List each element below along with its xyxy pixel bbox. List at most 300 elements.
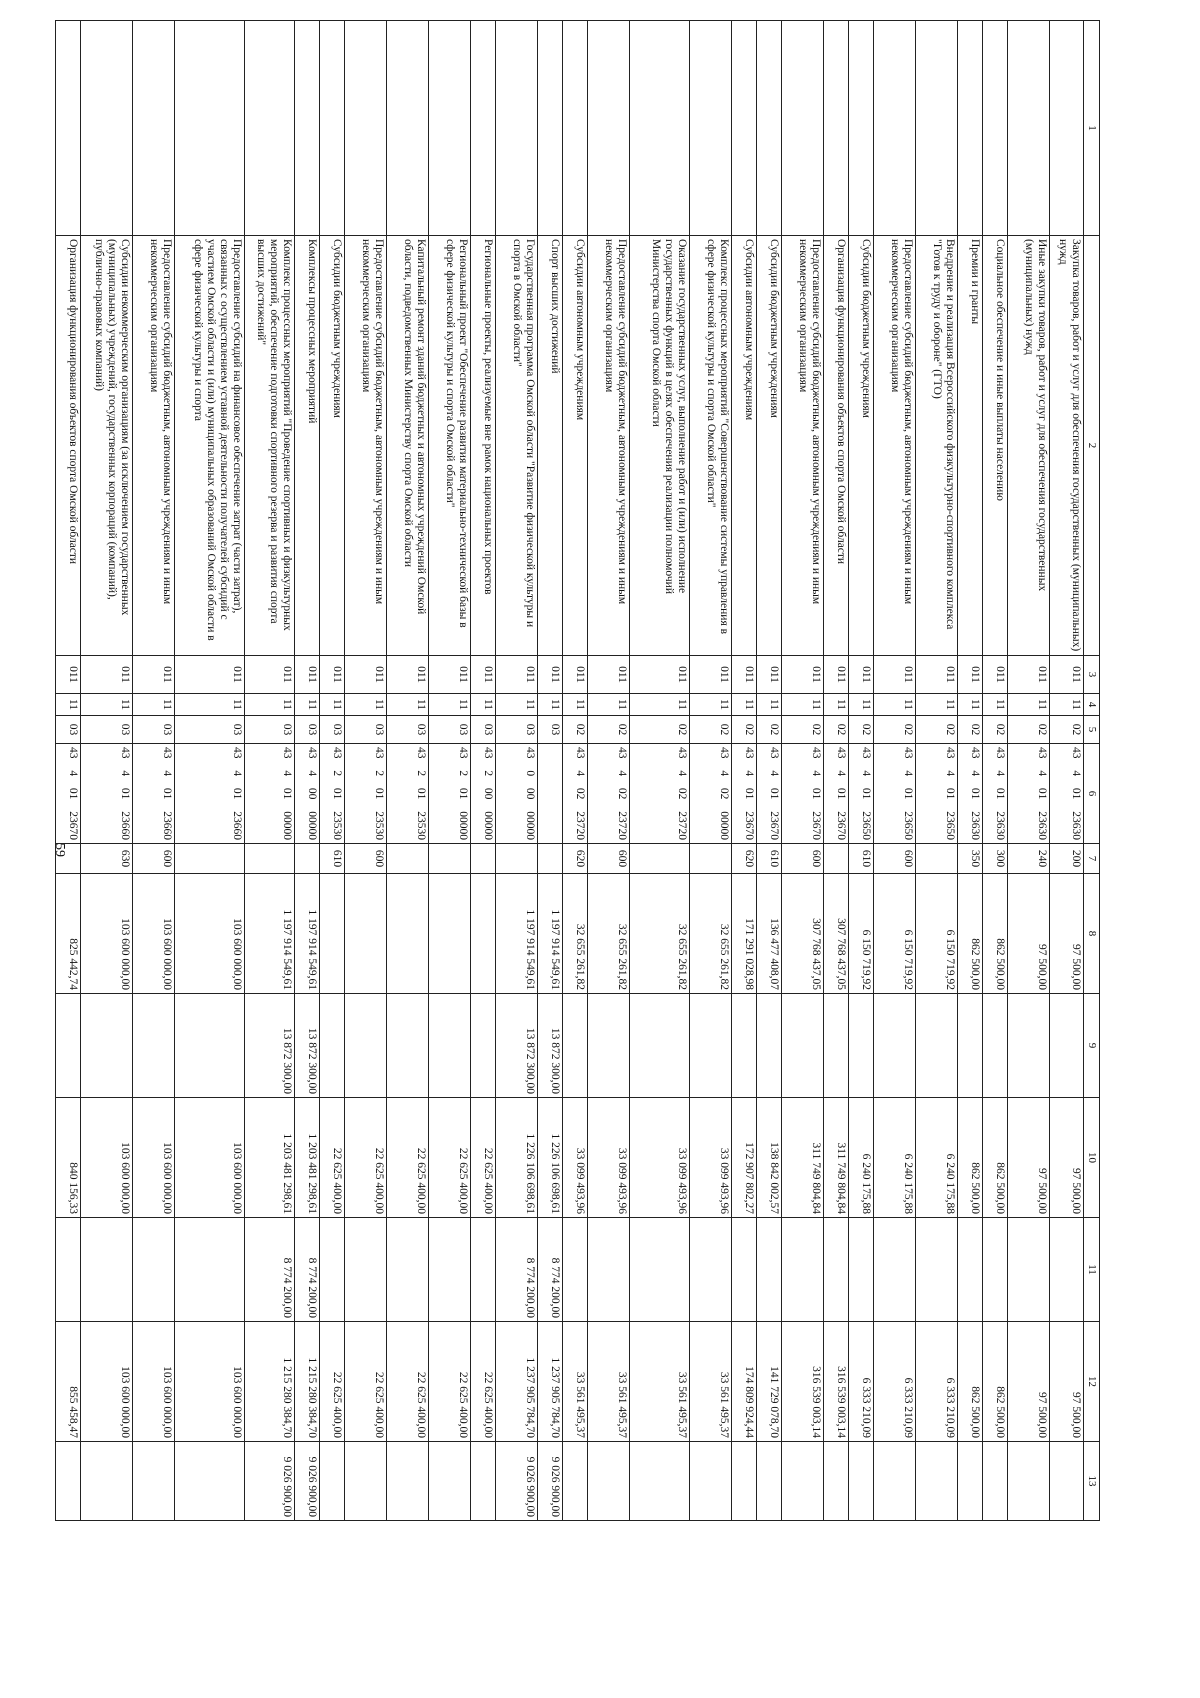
code-col-5: 02 (849, 716, 874, 744)
code-part-p2: 4 (67, 770, 80, 777)
target-article-code (563, 744, 588, 844)
amount-col-10: 22 625 400,00 (320, 1098, 345, 1218)
amount-col-8: 1 197 914 549,61 (538, 874, 563, 994)
amount-col-10: 311 749 804,84 (782, 1098, 824, 1218)
amount-col-8: 6 150 719,92 (916, 874, 958, 994)
row-name-cell: Спорт высших достижений (538, 236, 563, 656)
code-part-p4: 23530 (331, 811, 344, 840)
amount-col-12: 1 215 280 384,70 (245, 1322, 295, 1442)
amount-col-11 (782, 1218, 824, 1322)
table-row (81, 21, 133, 1521)
code-col-4: 11 (588, 694, 630, 716)
expense-type-code (496, 844, 538, 874)
code-col-3: 011 (387, 656, 429, 694)
code-col-5: 03 (81, 716, 133, 744)
table-row (1050, 21, 1084, 1521)
code-part-p3: 01 (969, 787, 982, 800)
code-part-p2: 4 (768, 770, 781, 777)
row-name-cell: Предоставление субсидий бюджетным, автономным учреждениям и иным некоммерческим организациям (133, 236, 175, 656)
code-part-p1: 43 (331, 747, 344, 759)
code-col-5: 03 (538, 716, 563, 744)
expense-type-code: 600 (345, 844, 387, 874)
table-row (630, 21, 690, 1521)
code-col-5: 03 (175, 716, 245, 744)
code-part-p3: 01 (994, 787, 1007, 800)
code-part-p2: 4 (902, 770, 915, 777)
expense-type-code: 610 (320, 844, 345, 874)
col-8-header: 8 (1084, 874, 1100, 994)
amount-col-11: 8 774 200,00 (245, 1218, 295, 1322)
target-article-code (345, 744, 387, 844)
code-part-p2: 4 (743, 770, 756, 777)
code-col-4: 11 (916, 694, 958, 716)
amount-col-10: 22 625 400,00 (345, 1098, 387, 1218)
code-part-p3: 01 (743, 787, 756, 800)
code-part-p3: 01 (810, 787, 823, 800)
code-col-5: 02 (782, 716, 824, 744)
code-col-3: 011 (916, 656, 958, 694)
amount-col-8: 103 600 000,00 (81, 874, 133, 994)
amount-col-11 (690, 1218, 732, 1322)
amount-col-12: 22 625 400,00 (320, 1322, 345, 1442)
table-row (175, 21, 245, 1521)
amount-col-12: 6 333 210,09 (874, 1322, 916, 1442)
code-part-p4: 00000 (524, 811, 537, 840)
code-col-5: 03 (56, 716, 81, 744)
amount-col-10: 103 600 000,00 (175, 1098, 245, 1218)
code-col-5: 03 (320, 716, 345, 744)
code-part-p1: 43 (944, 747, 957, 759)
expense-type-code (471, 844, 496, 874)
amount-col-9: 13 872 300,00 (496, 994, 538, 1098)
code-part-p1: 43 (524, 747, 537, 759)
code-part-p1: 43 (306, 747, 319, 759)
amount-col-10: 138 842 002,57 (757, 1098, 782, 1218)
code-col-4: 11 (563, 694, 588, 716)
row-number-cell (916, 21, 958, 236)
code-col-4: 11 (538, 694, 563, 716)
code-col-3: 011 (56, 656, 81, 694)
col-9-header: 9 (1084, 994, 1100, 1098)
col-5-header: 5 (1084, 716, 1100, 744)
amount-col-10: 1 203 481 298,61 (295, 1098, 320, 1218)
code-col-4: 11 (245, 694, 295, 716)
row-name-cell: Социальное обеспечение и иные выплаты населению (983, 236, 1008, 656)
table-row (387, 21, 429, 1521)
row-name-cell: Предоставление субсидий на финансовое обеспечение затрат (части затрат), связанных с осуществлением уставной деятельности получателей субсидий с участием Омской области и (или) муниципальных образований Омской области в сфере физической культуры и спорта (175, 236, 245, 656)
code-part-p1: 43 (161, 747, 174, 759)
code-col-5: 03 (387, 716, 429, 744)
row-name-cell: Капитальный ремонт зданий бюджетных и автономных учреждений Омской области, подведомственных Министерству спорта Омской области (387, 236, 429, 656)
code-col-4: 11 (958, 694, 983, 716)
row-name-cell: Предоставление субсидий бюджетным, автономным учреждениям и иным некоммерческим организациям (782, 236, 824, 656)
target-article-code (1008, 744, 1050, 844)
code-col-5: 02 (824, 716, 849, 744)
amount-col-10: 33 099 493,96 (588, 1098, 630, 1218)
expense-type-code: 610 (757, 844, 782, 874)
row-name-cell: Предоставление субсидий бюджетным, автономным учреждениям и иным некоммерческим организациям (874, 236, 916, 656)
code-col-4: 11 (630, 694, 690, 716)
code-part-p2: 4 (860, 770, 873, 777)
code-col-5: 02 (874, 716, 916, 744)
target-article-code (245, 744, 295, 844)
code-part-p2: 0 (524, 770, 537, 777)
row-name-cell: Субсидии автономным учреждениям (563, 236, 588, 656)
amount-col-9 (429, 994, 471, 1098)
amount-col-10: 103 600 000,00 (133, 1098, 175, 1218)
code-part-p1: 43 (969, 747, 982, 759)
amount-col-8: 6 150 719,92 (849, 874, 874, 994)
code-col-4: 11 (81, 694, 133, 716)
row-number-cell (538, 21, 563, 236)
amount-col-12: 103 600 000,00 (175, 1322, 245, 1442)
target-article-code (690, 744, 732, 844)
table-row (916, 21, 958, 1521)
table-row (295, 21, 320, 1521)
row-number-cell (588, 21, 630, 236)
table-row (496, 21, 538, 1521)
code-part-p4: 23650 (860, 811, 873, 840)
code-part-p4: 23670 (768, 811, 781, 840)
code-col-4: 11 (320, 694, 345, 716)
rotated-page (67, 0, 1200, 1544)
amount-col-11: 8 774 200,00 (538, 1218, 563, 1322)
code-col-3: 011 (538, 656, 563, 694)
code-part-p1: 43 (718, 747, 731, 759)
amount-col-12: 6 333 210,09 (849, 1322, 874, 1442)
row-number-cell (757, 21, 782, 236)
amount-col-12: 1 237 905 784,70 (538, 1322, 563, 1442)
code-part-p2: 4 (161, 770, 174, 777)
code-col-4: 11 (429, 694, 471, 716)
table-row (245, 21, 295, 1521)
row-name-cell: Организация функционирования объектов спорта Омской области (824, 236, 849, 656)
code-part-p3: 01 (231, 787, 244, 800)
col-10-header: 10 (1084, 1098, 1100, 1218)
amount-col-8: 1 197 914 549,61 (295, 874, 320, 994)
row-number-cell (56, 21, 81, 236)
code-col-4: 11 (133, 694, 175, 716)
amount-col-12: 316 539 003,14 (782, 1322, 824, 1442)
amount-col-8: 32 655 261,82 (563, 874, 588, 994)
table-row (849, 21, 874, 1521)
amount-col-8: 136 477 408,07 (757, 874, 782, 994)
expense-type-code (429, 844, 471, 874)
expense-type-code (824, 844, 849, 874)
table-row (471, 21, 496, 1521)
amount-col-8: 103 600 000,00 (175, 874, 245, 994)
code-part-p2: 4 (1036, 770, 1049, 777)
code-col-3: 011 (849, 656, 874, 694)
code-col-3: 011 (320, 656, 345, 694)
code-col-4: 11 (1050, 694, 1084, 716)
expense-type-code (56, 844, 81, 874)
amount-col-11 (824, 1218, 849, 1322)
code-col-3: 011 (563, 656, 588, 694)
code-part-p1: 43 (835, 747, 848, 759)
row-name-cell: Субсидии некоммерческим организациям (за исключением государственных (муниципальных) учреждений, государственных корпораций (компаний), публично-правовых компаний) (81, 236, 133, 656)
amount-col-12: 103 600 000,00 (133, 1322, 175, 1442)
code-part-p4: 00000 (457, 811, 470, 840)
amount-col-13 (345, 1442, 387, 1521)
table-row (429, 21, 471, 1521)
code-col-4: 11 (345, 694, 387, 716)
code-col-5: 03 (295, 716, 320, 744)
table-row (757, 21, 782, 1521)
row-name-cell: Субсидии автономным учреждениям (732, 236, 757, 656)
col-11-header: 11 (1084, 1218, 1100, 1322)
amount-col-10: 862 500,00 (958, 1098, 983, 1218)
row-number-cell (1050, 21, 1084, 236)
amount-col-11 (757, 1218, 782, 1322)
amount-col-8: 171 291 028,98 (732, 874, 757, 994)
amount-col-9 (345, 994, 387, 1098)
amount-col-13 (588, 1442, 630, 1521)
amount-col-10: 1 226 106 698,61 (538, 1098, 563, 1218)
row-number-cell (471, 21, 496, 236)
expense-type-code (690, 844, 732, 874)
amount-col-13 (757, 1442, 782, 1521)
code-col-5: 02 (1050, 716, 1084, 744)
amount-col-8 (471, 874, 496, 994)
amount-col-11: 8 774 200,00 (295, 1218, 320, 1322)
amount-col-11 (133, 1218, 175, 1322)
code-col-5: 02 (916, 716, 958, 744)
code-part-p3: 01 (331, 787, 344, 800)
row-number-cell (320, 21, 345, 236)
amount-col-9 (81, 994, 133, 1098)
amount-col-12: 22 625 400,00 (345, 1322, 387, 1442)
code-part-p2: 4 (281, 770, 294, 777)
amount-col-13: 9 026 900,00 (496, 1442, 538, 1521)
amount-col-13 (81, 1442, 133, 1521)
row-name-cell: Премии и гранты (958, 236, 983, 656)
amount-col-11 (429, 1218, 471, 1322)
row-name-cell: Предоставление субсидий бюджетным, автономным учреждениям и иным некоммерческим организациям (345, 236, 387, 656)
amount-col-12: 862 500,00 (958, 1322, 983, 1442)
amount-col-12: 22 625 400,00 (429, 1322, 471, 1442)
code-part-p2: 2 (482, 770, 495, 777)
amount-col-10: 33 099 493,96 (563, 1098, 588, 1218)
amount-col-10: 6 240 175,88 (916, 1098, 958, 1218)
row-number-cell (732, 21, 757, 236)
code-col-5: 03 (429, 716, 471, 744)
amount-col-11 (1008, 1218, 1050, 1322)
code-part-p3: 02 (616, 787, 629, 800)
expense-type-code: 240 (1008, 844, 1050, 874)
code-part-p2: 2 (415, 770, 428, 777)
code-part-p2: 4 (231, 770, 244, 777)
code-part-p2: 4 (574, 770, 587, 777)
amount-col-10: 1 226 106 698,61 (496, 1098, 538, 1218)
code-col-5: 03 (471, 716, 496, 744)
code-part-p2: 4 (616, 770, 629, 777)
amount-col-9 (563, 994, 588, 1098)
code-part-p1: 43 (768, 747, 781, 759)
table-row (345, 21, 387, 1521)
amount-col-13 (958, 1442, 983, 1521)
target-article-code (133, 744, 175, 844)
code-part-p1: 43 (415, 747, 428, 759)
amount-col-9 (133, 994, 175, 1098)
row-name-cell: Оказание государственных услуг, выполнение работ и (или) исполнение государственных функций в целях обеспечения реализации полномочий Министерства спорта Омской области (630, 236, 690, 656)
table-row (874, 21, 916, 1521)
amount-col-8: 97 500,00 (1050, 874, 1084, 994)
amount-col-8: 32 655 261,82 (690, 874, 732, 994)
code-col-5: 02 (983, 716, 1008, 744)
amount-col-12: 97 500,00 (1008, 1322, 1050, 1442)
row-number-cell (387, 21, 429, 236)
row-number-cell (429, 21, 471, 236)
code-part-p4: 23720 (574, 811, 587, 840)
row-number-cell (81, 21, 133, 236)
target-article-code (757, 744, 782, 844)
code-part-p1: 43 (743, 747, 756, 759)
expense-type-code (630, 844, 690, 874)
code-col-5: 02 (690, 716, 732, 744)
code-col-3: 011 (81, 656, 133, 694)
row-name-cell: Субсидии бюджетным учреждениям (757, 236, 782, 656)
code-col-3: 011 (824, 656, 849, 694)
amount-col-8: 862 500,00 (958, 874, 983, 994)
amount-col-9 (782, 994, 824, 1098)
amount-col-13 (563, 1442, 588, 1521)
amount-col-11 (320, 1218, 345, 1322)
amount-col-10: 172 907 802,27 (732, 1098, 757, 1218)
expense-type-code (245, 844, 295, 874)
row-name-cell: Комплекс процессных мероприятий "Проведение спортивных и физкультурных мероприятий, обеспечение подготовки спортивного резерва и развития спорта высших достижений" (245, 236, 295, 656)
code-col-4: 11 (56, 694, 81, 716)
target-article-code (538, 744, 563, 844)
table-row (320, 21, 345, 1521)
target-article-code (429, 744, 471, 844)
amount-col-11 (588, 1218, 630, 1322)
col-2-header: 2 (1084, 236, 1100, 656)
amount-col-11 (916, 1218, 958, 1322)
code-col-3: 011 (496, 656, 538, 694)
code-col-5: 03 (345, 716, 387, 744)
expense-type-code: 300 (983, 844, 1008, 874)
target-article-code (175, 744, 245, 844)
code-part-p3: 01 (1036, 787, 1049, 800)
code-part-p4: 23630 (994, 811, 1007, 840)
amount-col-8: 6 150 719,92 (874, 874, 916, 994)
code-part-p1: 43 (616, 747, 629, 759)
code-col-4: 11 (496, 694, 538, 716)
code-col-3: 011 (782, 656, 824, 694)
amount-col-13 (983, 1442, 1008, 1521)
amount-col-10: 311 749 804,84 (824, 1098, 849, 1218)
code-part-p2: 4 (119, 770, 132, 777)
code-part-p4: 23650 (944, 811, 957, 840)
amount-col-8: 103 600 000,00 (133, 874, 175, 994)
code-part-p3: 01 (161, 787, 174, 800)
row-name-cell: Региональные проекты, реализуемые вне рамок национальных проектов (471, 236, 496, 656)
amount-col-11 (983, 1218, 1008, 1322)
amount-col-13 (732, 1442, 757, 1521)
amount-col-12: 97 500,00 (1050, 1322, 1084, 1442)
amount-col-9 (56, 994, 81, 1098)
target-article-code (732, 744, 757, 844)
code-col-5: 02 (630, 716, 690, 744)
target-article-code (56, 744, 81, 844)
code-part-p1: 43 (860, 747, 873, 759)
code-col-3: 011 (690, 656, 732, 694)
target-article-code (471, 744, 496, 844)
code-col-4: 11 (175, 694, 245, 716)
table-row (690, 21, 732, 1521)
code-part-p4: 00000 (718, 811, 731, 840)
code-part-p4: 00000 (306, 811, 319, 840)
row-number-cell (175, 21, 245, 236)
amount-col-13 (630, 1442, 690, 1521)
code-col-3: 011 (630, 656, 690, 694)
code-part-p1: 43 (231, 747, 244, 759)
row-number-cell (295, 21, 320, 236)
code-part-p1: 43 (119, 747, 132, 759)
code-col-3: 011 (175, 656, 245, 694)
amount-col-13 (824, 1442, 849, 1521)
amount-col-11 (387, 1218, 429, 1322)
target-article-code (496, 744, 538, 844)
row-name-cell: Закупка товаров, работ и услуг для обеспечения государственных (муниципальных) нужд (1050, 236, 1084, 656)
code-col-4: 11 (295, 694, 320, 716)
amount-col-8: 32 655 261,82 (630, 874, 690, 994)
code-part-p4: 00000 (281, 811, 294, 840)
expense-type-code (295, 844, 320, 874)
code-part-p1: 43 (281, 747, 294, 759)
amount-col-8: 1 197 914 549,61 (496, 874, 538, 994)
code-part-p4: 23720 (676, 811, 689, 840)
expense-type-code (175, 844, 245, 874)
code-part-p2: 4 (810, 770, 823, 777)
code-part-p1: 43 (1036, 747, 1049, 759)
code-part-p4: 23530 (373, 811, 386, 840)
row-number-cell (496, 21, 538, 236)
amount-col-12: 141 729 078,70 (757, 1322, 782, 1442)
code-col-3: 011 (1008, 656, 1050, 694)
expense-type-code: 620 (563, 844, 588, 874)
amount-col-13 (133, 1442, 175, 1521)
amount-col-12: 316 539 003,14 (824, 1322, 849, 1442)
code-col-3: 011 (983, 656, 1008, 694)
table-row (732, 21, 757, 1521)
expense-type-code: 200 (1050, 844, 1084, 874)
target-article-code (588, 744, 630, 844)
code-part-p3: 01 (902, 787, 915, 800)
amount-col-9 (630, 994, 690, 1098)
code-col-4: 11 (387, 694, 429, 716)
row-name-cell: Государственная программа Омской области "Развитие физической культуры и спорта в Омской области" (496, 236, 538, 656)
code-col-5: 03 (496, 716, 538, 744)
amount-col-11 (958, 1218, 983, 1322)
target-article-code (320, 744, 345, 844)
code-part-p2: 4 (306, 770, 319, 777)
amount-col-11 (471, 1218, 496, 1322)
code-part-p3: 02 (574, 787, 587, 800)
code-part-p4: 23630 (969, 811, 982, 840)
table-row (588, 21, 630, 1521)
row-name-cell: Иные закупки товаров, работ и услуг для обеспечения государственных (муниципальных) нужд (1008, 236, 1050, 656)
table-row (538, 21, 563, 1521)
amount-col-8 (429, 874, 471, 994)
amount-col-9 (757, 994, 782, 1098)
code-part-p4: 23670 (835, 811, 848, 840)
target-article-code (81, 744, 133, 844)
amount-col-9 (387, 994, 429, 1098)
row-name-cell: Предоставление субсидий бюджетным, автономным учреждениям и иным некоммерческим организациям (588, 236, 630, 656)
target-article-code (958, 744, 983, 844)
